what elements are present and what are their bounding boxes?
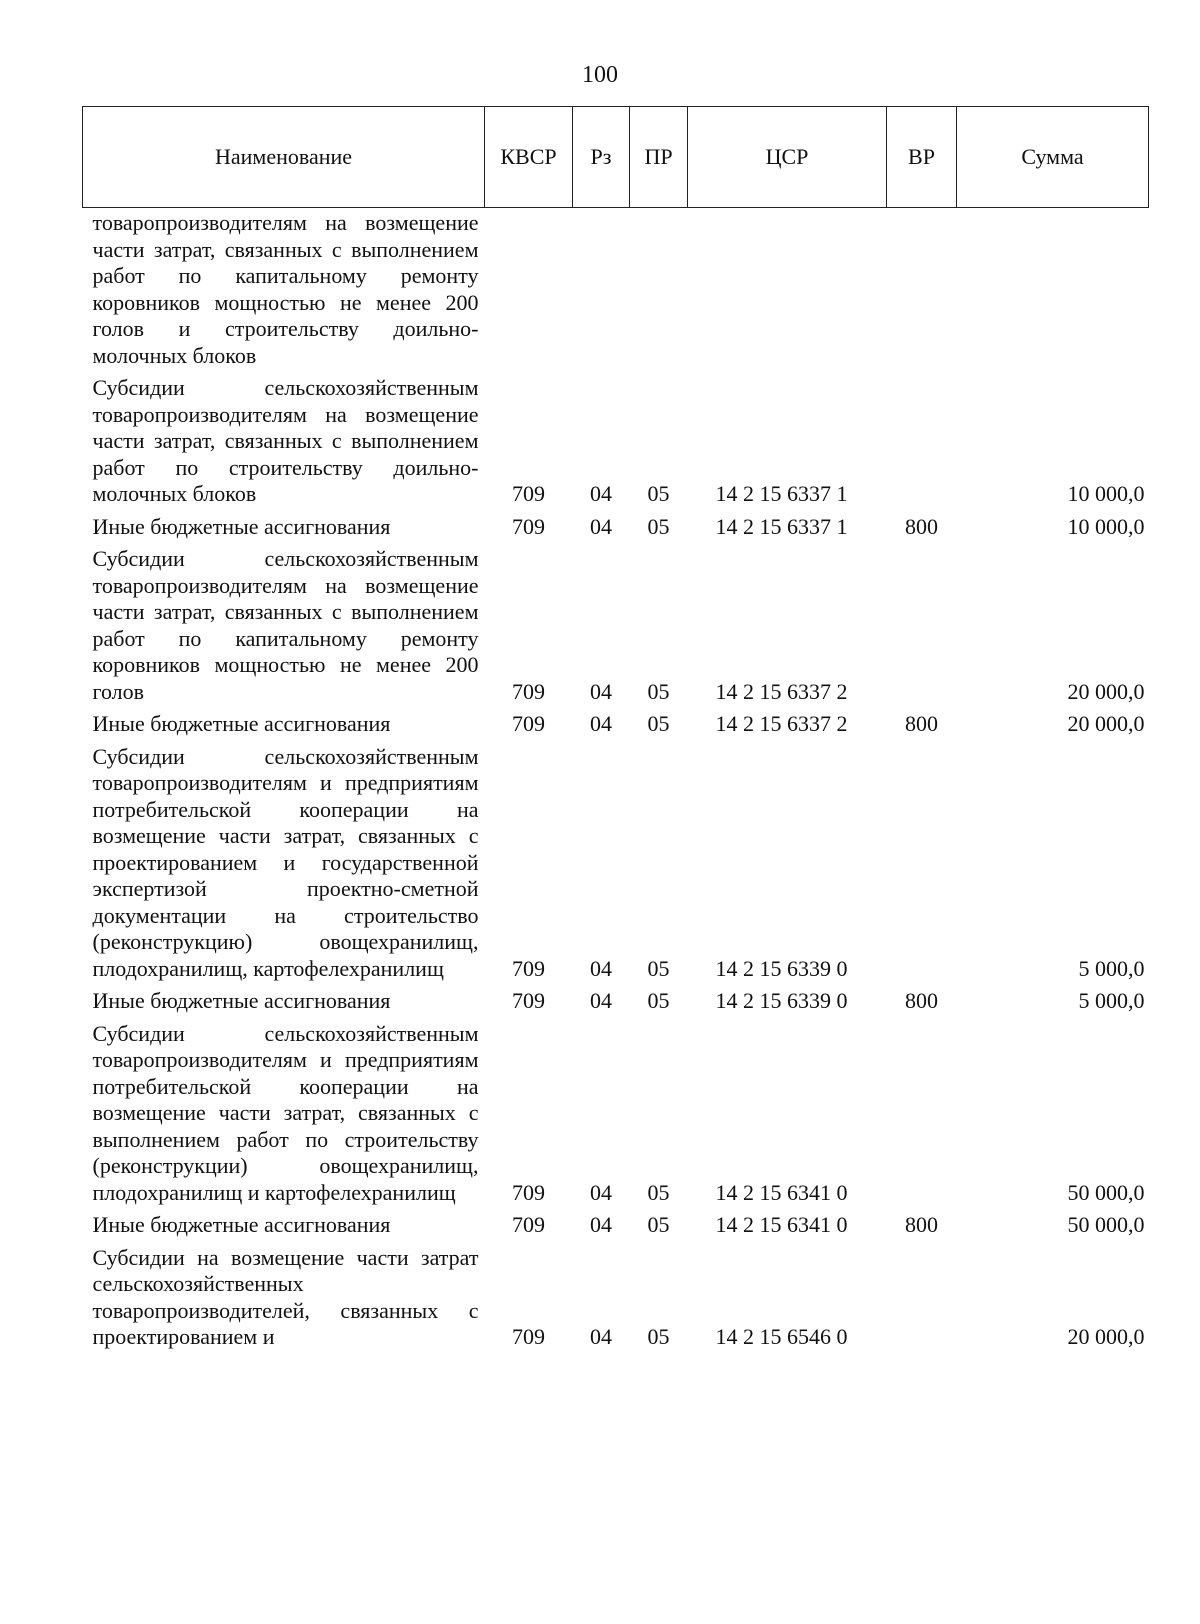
header-kvsr: КВСР [485, 107, 573, 208]
cell-vr: 800 [905, 1212, 938, 1237]
header-name: Наименование [83, 107, 485, 208]
cell-csr: 14 2 15 6546 0 [715, 1324, 848, 1349]
cell-csr: 14 2 15 6337 2 [715, 711, 848, 736]
header-sum: Сумма [957, 107, 1149, 208]
cell-name: Субсидии сельскохозяйственным товаропроизводителям на возмещение части затрат, связанных с выполнением работ по капитальному ремонту коровников мощностью не менее 200 голов [92, 546, 479, 704]
table-row [83, 711, 1149, 744]
cell-csr: 14 2 15 6337 1 [715, 481, 848, 506]
table-row [83, 546, 1149, 711]
cell-name: Субсидии сельскохозяйственным товаропроизводителям на возмещение части затрат, связанных с выполнением работ по строительству доильно-молочных блоков [92, 375, 479, 506]
header-vr: ВР [887, 107, 957, 208]
table-row [83, 988, 1149, 1021]
cell-kvsr: 709 [512, 711, 545, 736]
cell-sum: 20 000,0 [1067, 678, 1145, 704]
cell-csr: 14 2 15 6337 1 [715, 513, 848, 539]
cell-name: товаропроизводителям на возмещение части затрат, связанных с выполнением работ по капитальному ремонту коровников мощностью не менее 200 голов и строительству доильно-молочных блоков [92, 210, 479, 368]
cell-name: Иные бюджетные ассигнования [92, 513, 391, 539]
cell-name: Субсидии сельскохозяйственным товаропроизводителям и предприятиям потребительской кооперации на возмещение части затрат, связанных с проектированием и государственной экспертизой проектно-сметной документации на строительство (реконструкцию) овощехранилищ, плодохранилищ, картофелехранилищ [92, 743, 479, 981]
cell-name: Иные бюджетные ассигнования [92, 1212, 391, 1237]
cell-csr: 14 2 15 6339 0 [715, 955, 848, 981]
cell-rz: 04 [590, 481, 612, 506]
table-row [83, 375, 1149, 514]
cell-kvsr: 709 [512, 1324, 545, 1349]
cell-pr: 05 [647, 988, 670, 1013]
header-rz: Рз [573, 107, 630, 208]
cell-kvsr: 709 [512, 1179, 545, 1205]
cell-rz: 04 [590, 988, 612, 1013]
table-row [83, 744, 1149, 989]
cell-csr: 14 2 15 6341 0 [715, 1179, 848, 1205]
cell-name: Иные бюджетные ассигнования [92, 988, 391, 1013]
table-row [83, 1021, 1149, 1213]
cell-rz: 04 [590, 513, 612, 539]
cell-sum: 50 000,0 [1067, 1212, 1145, 1237]
cell-vr [887, 744, 957, 989]
cell-sum: 20 000,0 [1067, 1324, 1145, 1349]
cell-sum: 5 000,0 [1078, 988, 1145, 1013]
cell-kvsr: 709 [512, 678, 545, 704]
cell-rz: 04 [590, 678, 612, 704]
cell-sum: 10 000,0 [1067, 481, 1145, 506]
cell-pr: 05 [647, 513, 670, 539]
cell-pr: 05 [647, 1179, 670, 1205]
cell-vr: 800 [905, 988, 938, 1013]
page-number: 100 [582, 62, 618, 88]
cell-csr: 14 2 15 6339 0 [715, 988, 848, 1013]
cell-kvsr: 709 [512, 1212, 545, 1237]
table-row [83, 1212, 1149, 1245]
cell-vr [887, 375, 957, 514]
cell-csr [688, 208, 887, 376]
cell-rz: 04 [590, 1179, 612, 1205]
table-row [83, 514, 1149, 547]
cell-kvsr: 709 [512, 513, 545, 539]
cell-rz: 04 [590, 1212, 612, 1237]
cell-pr: 05 [647, 1212, 670, 1237]
cell-vr [887, 546, 957, 711]
cell-vr [887, 208, 957, 376]
cell-sum: 20 000,0 [1067, 711, 1145, 736]
cell-vr [887, 1021, 957, 1213]
table-body [83, 208, 1149, 1357]
table-row [83, 1245, 1149, 1357]
cell-name: Иные бюджетные ассигнования [92, 711, 391, 736]
cell-sum: 5 000,0 [1078, 955, 1145, 981]
cell-name: Субсидии на возмещение части затрат сельскохозяйственных товаропроизводителей, связанных с проектированием и [92, 1244, 479, 1349]
cell-kvsr: 709 [512, 481, 545, 506]
cell-rz: 04 [590, 711, 612, 736]
header-row [83, 107, 1149, 208]
cell-pr: 05 [647, 711, 670, 736]
cell-kvsr: 709 [512, 988, 545, 1013]
cell-sum: 10 000,0 [1067, 513, 1145, 539]
cell-rz: 04 [590, 955, 612, 981]
cell-pr: 05 [647, 678, 670, 704]
cell-rz [573, 208, 630, 376]
header-csr: ЦСР [688, 107, 887, 208]
header-pr: ПР [630, 107, 688, 208]
cell-pr: 05 [647, 955, 670, 981]
cell-vr: 800 [905, 513, 938, 539]
cell-pr: 05 [647, 481, 670, 506]
cell-kvsr: 709 [512, 955, 545, 981]
cell-pr [630, 208, 688, 376]
cell-csr: 14 2 15 6341 0 [715, 1212, 848, 1237]
cell-kvsr [485, 208, 573, 376]
budget-table [82, 106, 1149, 1357]
cell-vr: 800 [905, 711, 938, 736]
cell-vr [887, 1245, 957, 1357]
cell-name: Субсидии сельскохозяйственным товаропроизводителям и предприятиям потребительской кооперации на возмещение части затрат, связанных с выполнением работ по строительству (реконструкции) овощехранилищ, плодохранилищ и картофелехранилищ [92, 1020, 479, 1205]
cell-sum: 50 000,0 [1067, 1179, 1145, 1205]
table-header [83, 107, 1149, 208]
cell-pr: 05 [647, 1324, 670, 1349]
cell-rz: 04 [590, 1324, 612, 1349]
cell-sum [957, 208, 1149, 376]
cell-csr: 14 2 15 6337 2 [715, 678, 848, 704]
table-row [83, 208, 1149, 376]
